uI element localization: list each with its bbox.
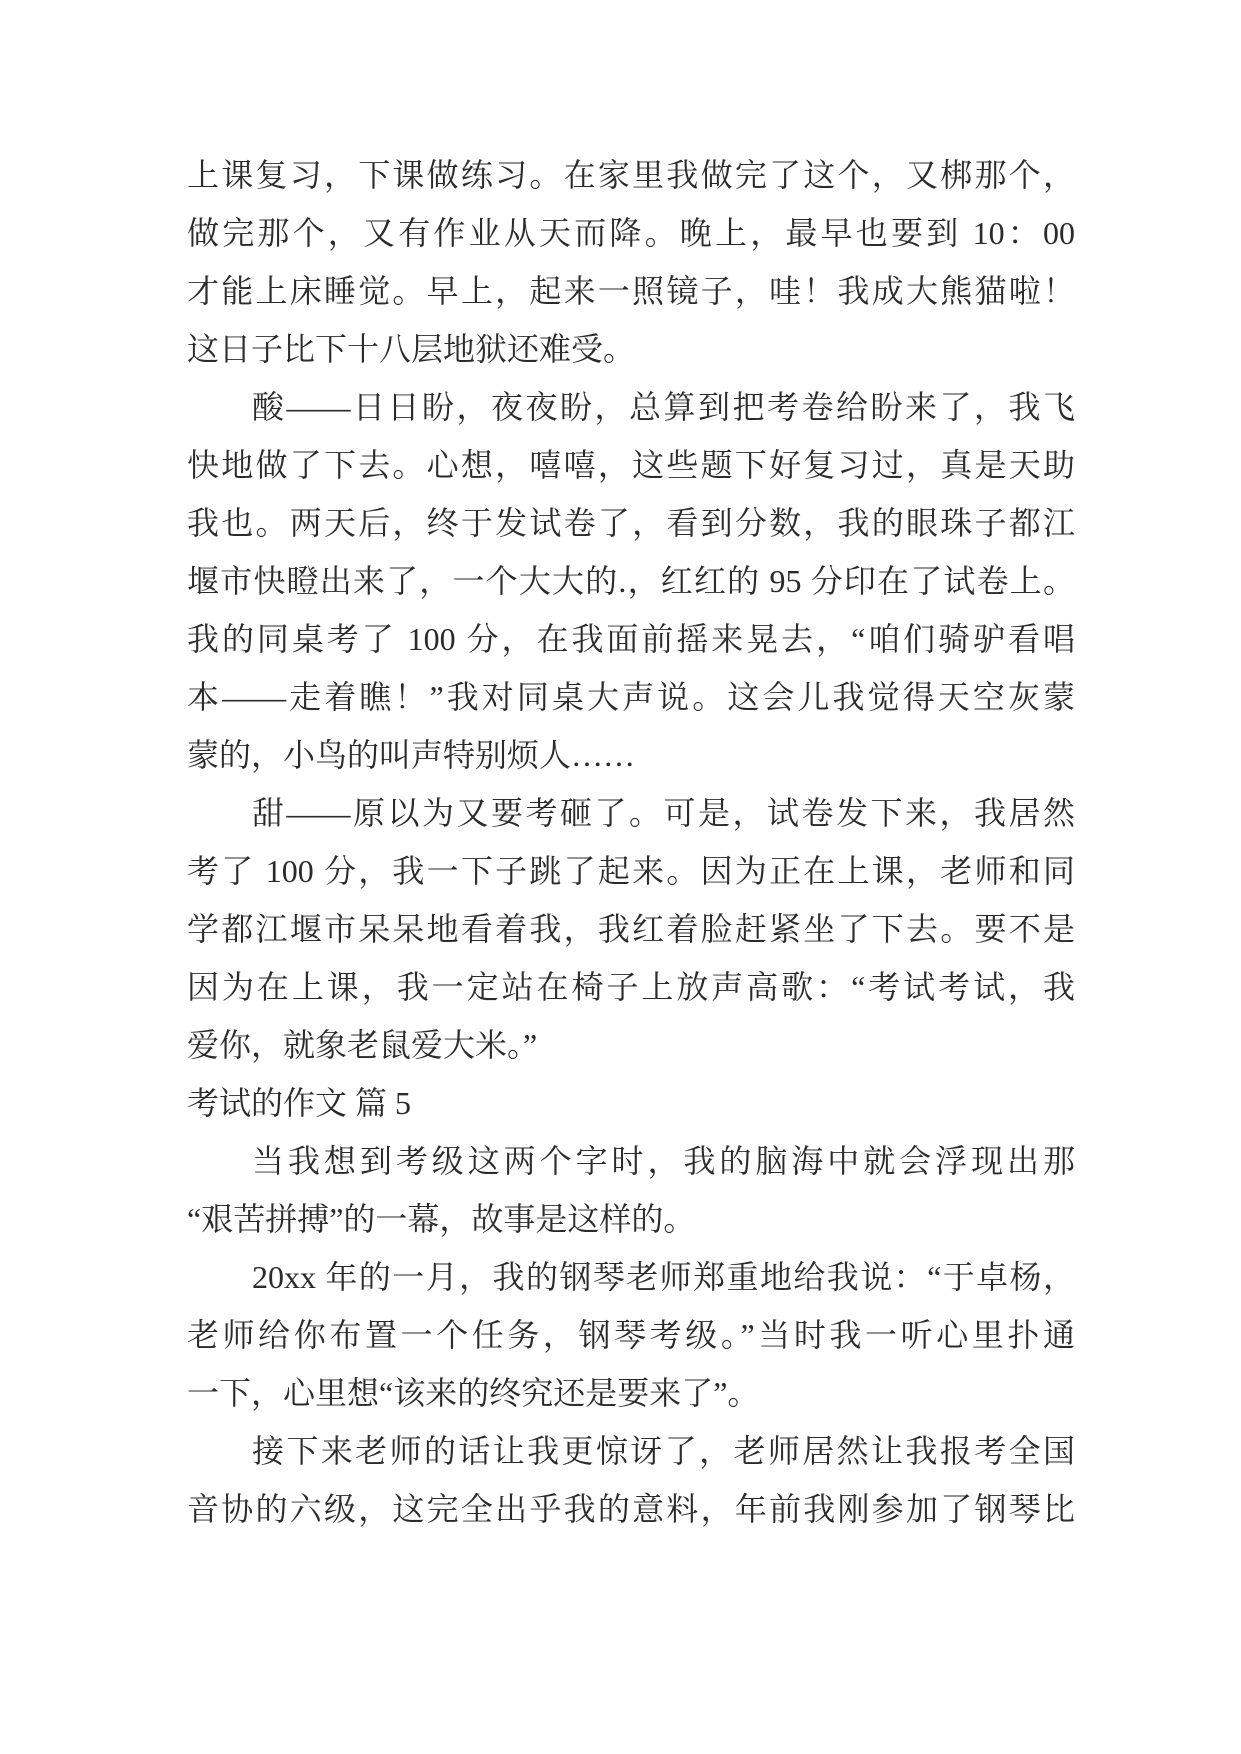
text-line: 接下来老师的话让我更惊讶了，老师居然让我报考全国 [252, 1433, 1075, 1469]
text-line: “艰苦拼搏”的一幕，故事是这样的。 [187, 1201, 696, 1237]
text-line: 本——走着瞧！”我对同桌大声说。这会儿我觉得天空灰蒙 [187, 679, 1075, 715]
text-line: 才能上床睡觉。早上，起来一照镜子，哇！我成大熊猫啦！ [187, 273, 1075, 309]
text-line: 做完那个，又有作业从天而降。晚上，最早也要到 10：00 [187, 215, 1075, 251]
text-line: 堰市快瞪出来了，一个大大的.，红红的 95 分印在了试卷上。 [187, 563, 1075, 599]
text-line: 上课复习，下课做练习。在家里我做完了这个，又梆那个， [187, 157, 1075, 193]
text-line: 这日子比下十八层地狱还难受。 [187, 331, 636, 367]
text-line: 老师给你布置一个任务，钢琴考级。”当时我一听心里扑通 [187, 1317, 1075, 1353]
text-line: 我的同桌考了 100 分，在我面前摇来晃去，“咱们骑驴看唱 [187, 621, 1075, 657]
text-line: 考了 100 分，我一下子跳了起来。因为正在上课，老师和同 [187, 853, 1075, 889]
section-heading: 考试的作文 篇 5 [187, 1085, 412, 1121]
text-line: 爱你，就象老鼠爱大米。” [187, 1027, 538, 1063]
text-line: 学都江堰市呆呆地看着我，我红着脸赶紧坐了下去。要不是 [187, 911, 1075, 947]
text-line: 我也。两天后，终于发试卷了，看到分数，我的眼珠子都江 [187, 505, 1075, 541]
text-line: 因为在上课，我一定站在椅子上放声高歌：“考试考试，我 [187, 969, 1075, 1005]
text-line: 20xx 年的一月，我的钢琴老师郑重地给我说：“于卓杨， [252, 1259, 1075, 1295]
text-line: 快地做了下去。心想，嘻嘻，这些题下好复习过，真是天助 [187, 447, 1075, 483]
text-line: 甜——原以为又要考砸了。可是，试卷发下来，我居然 [252, 795, 1075, 831]
essay-text-block [187, 146, 1075, 1538]
text-line: 当我想到考级这两个字时，我的脑海中就会浮现出那 [252, 1143, 1075, 1179]
text-line: 音协的六级，这完全出乎我的意料，年前我刚参加了钢琴比 [187, 1491, 1075, 1527]
text-line: 酸——日日盼，夜夜盼，总算到把考卷给盼来了，我飞 [252, 389, 1075, 425]
text-line: 蒙的，小鸟的叫声特别烦人…… [187, 737, 636, 773]
text-line: 一下，心里想“该来的终究还是要来了”。 [187, 1375, 760, 1411]
